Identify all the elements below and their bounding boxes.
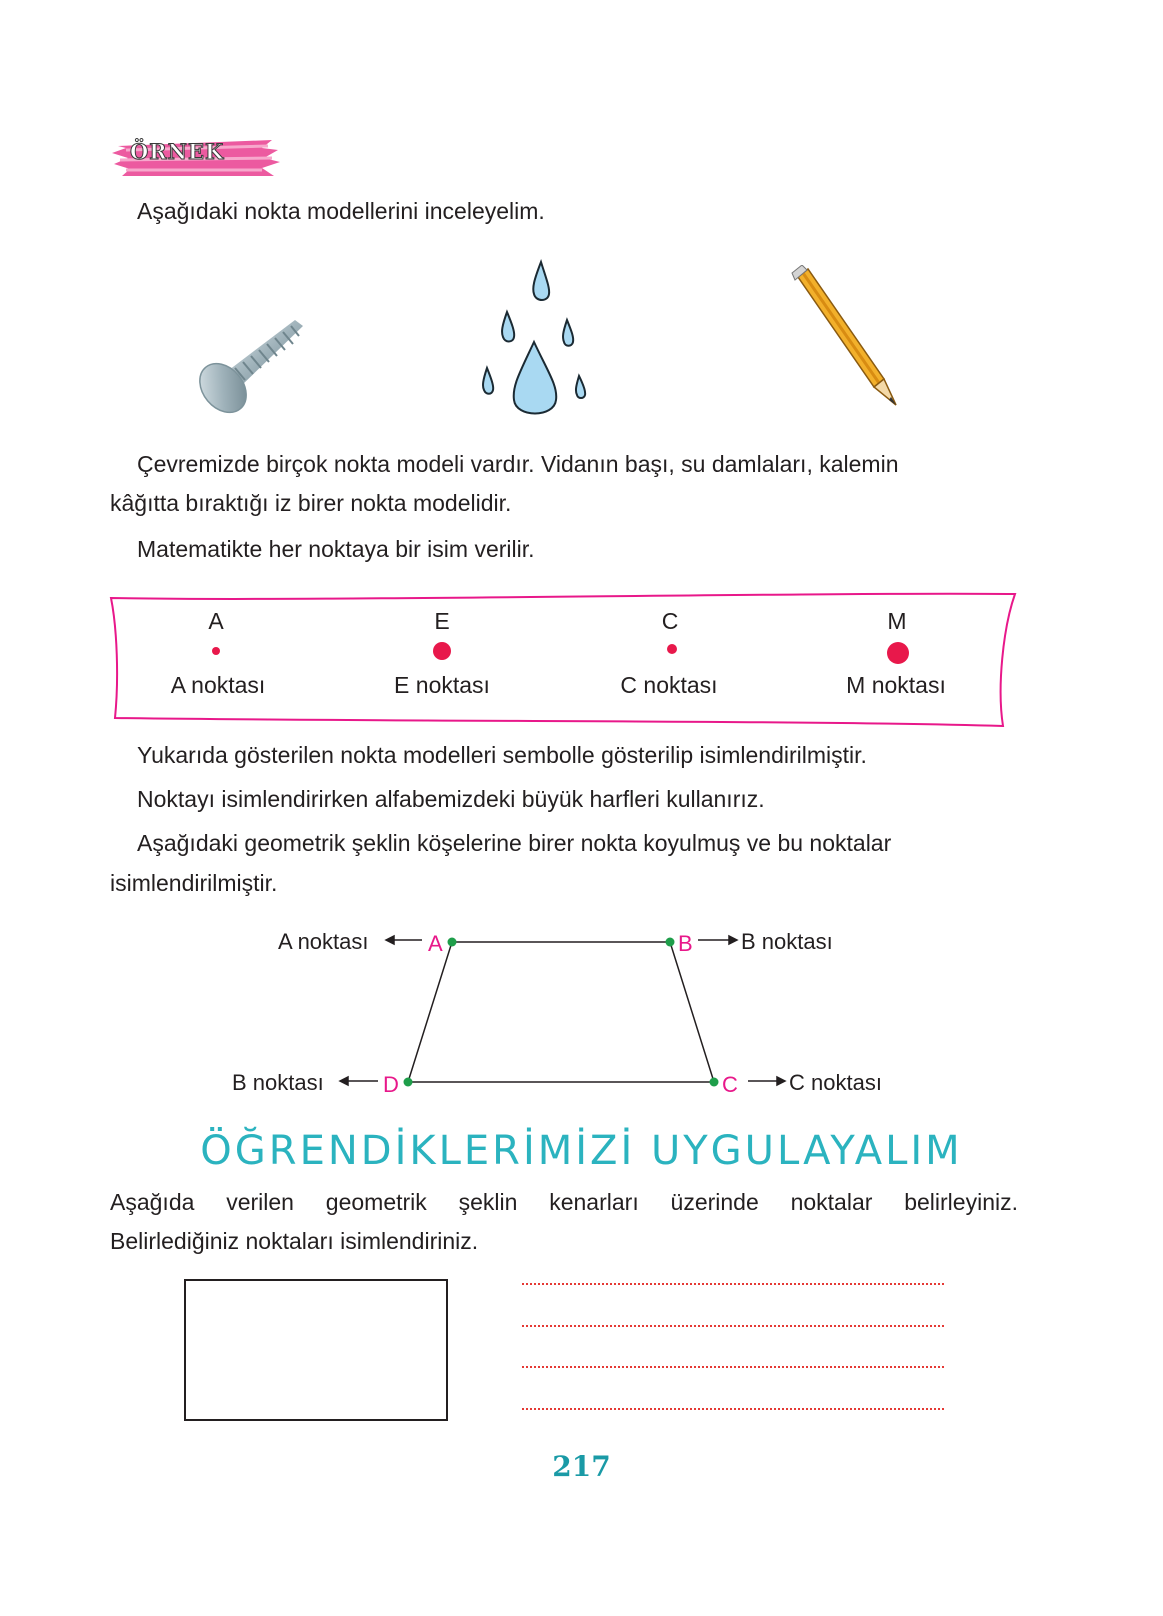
page-number: 217 <box>552 1450 611 1483</box>
paragraph-1-line-2: kâğıtta bıraktığı iz birer nokta modelidir. <box>110 490 512 516</box>
point-dot-small <box>667 644 677 654</box>
paragraph-1-line-1: Çevremizde birçok nokta modeli vardır. Vidanın başı, su damlaları, kalemin <box>137 451 899 477</box>
section-heading: ÖĞRENDİKLERİMİZİ UYGULAYALIM <box>200 1128 963 1174</box>
point-letter: M <box>887 608 907 634</box>
paragraph-2: Matematikte her noktaya bir isim verilir. <box>137 536 535 562</box>
paragraph-5-line-1: Aşağıdaki geometrik şeklin köşelerine birer nokta koyulmuş ve bu noktalar <box>137 830 892 856</box>
label-b: B noktası <box>741 929 833 954</box>
vertex-c: C <box>722 1072 738 1097</box>
pencil-icon <box>790 265 910 415</box>
paragraph-5-line-2: isimlendirilmiştir. <box>110 870 278 896</box>
answer-line[interactable] <box>522 1325 944 1327</box>
intro-text: Aşağıdaki nokta modellerini inceleyelim. <box>137 198 545 224</box>
answer-line[interactable] <box>522 1366 944 1368</box>
vertex-d: D <box>383 1072 399 1097</box>
paragraph-3: Yukarıda gösterilen nokta modelleri sembolle gösterilip isimlendirilmiştir. <box>137 742 867 768</box>
vertex-b: B <box>678 931 693 956</box>
label-c: C noktası <box>789 1070 882 1095</box>
trapezoid-figure <box>0 900 1163 1120</box>
ornek-label: ÖRNEK <box>130 139 225 164</box>
exercise-rectangle[interactable] <box>184 1279 448 1421</box>
point-letter: C <box>661 608 679 634</box>
point-letter: E <box>434 608 450 634</box>
point-dot-medium <box>433 642 451 660</box>
paragraph-4: Noktayı isimlendirirken alfabemizdeki büyük harfleri kullanırız. <box>137 786 765 812</box>
exercise-line-2: Belirlediğiniz noktaları isimlendiriniz. <box>110 1228 479 1254</box>
point-name: E noktası <box>394 672 490 698</box>
exercise-line-1: Aşağıda verilen geometrik şeklin kenarları üzerinde noktalar belirleyiniz. <box>110 1189 1018 1215</box>
screw-icon <box>195 312 310 417</box>
answer-line[interactable] <box>522 1408 944 1410</box>
point-dot-small <box>212 647 220 655</box>
point-name: M noktası <box>846 672 946 698</box>
water-drops-icon <box>470 258 605 428</box>
answer-line[interactable] <box>522 1283 944 1285</box>
label-d: B noktası <box>232 1070 324 1095</box>
point-name: A noktası <box>170 672 266 698</box>
vertex-a: A <box>428 931 443 956</box>
point-dot-large <box>887 642 909 664</box>
point-letter: A <box>208 608 224 634</box>
point-name: C noktası <box>620 672 718 698</box>
label-a: A noktası <box>278 929 369 954</box>
